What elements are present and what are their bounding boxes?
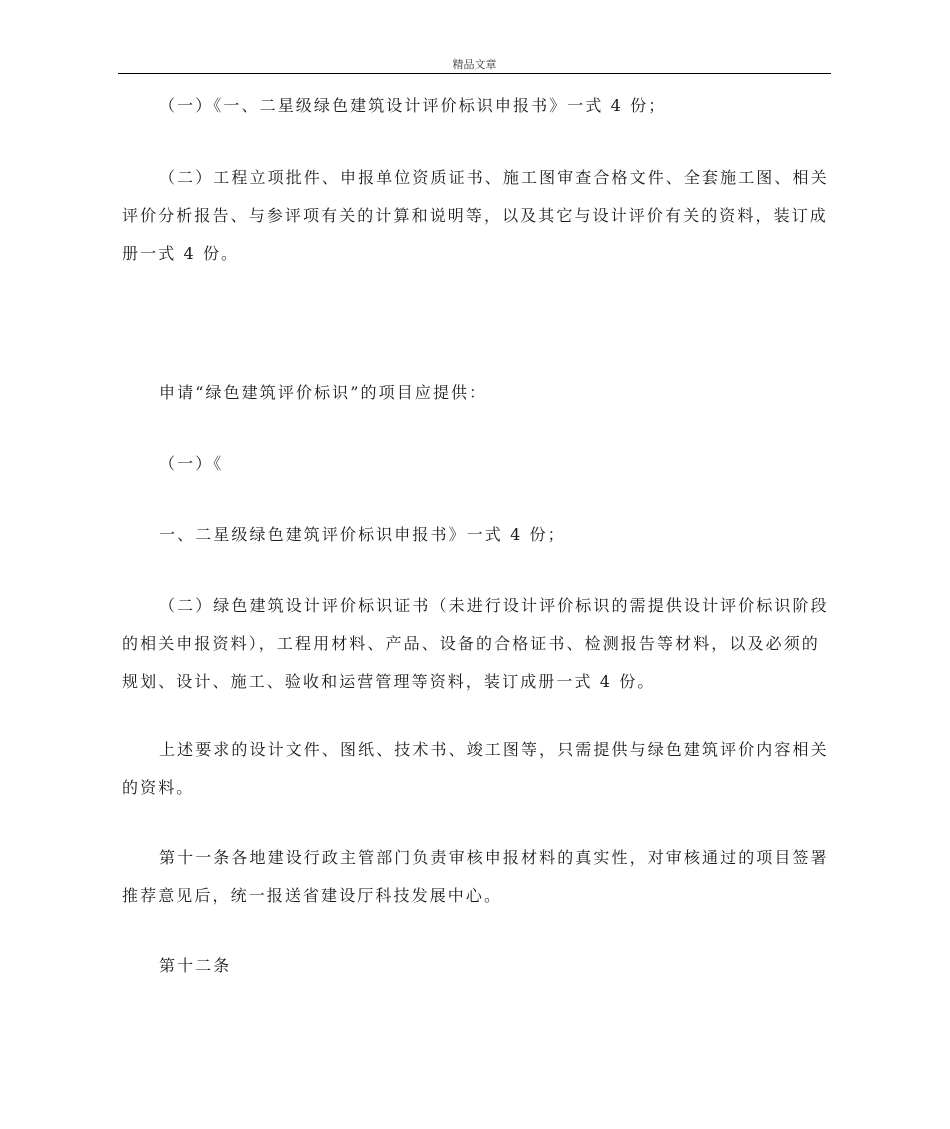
paragraph-design-application-form: （一）《一、二星级绿色建筑设计评价标识申报书》一式 4 份； (159, 96, 667, 115)
paragraph-design-supporting-documents: （二）工程立项批件、申报单位资质证书、施工图审查合格文件、全套施工图、相关评价分析报告、与参评项有关的计算和说明等，以及其它与设计评价有关的资料，装订成册一式 4 份。 (122, 168, 829, 263)
paragraph-article-eleven: 第十一条各地建设行政主管部门负责审核申报材料的真实性，对审核通过的项目签署推荐意见后，统一报送省建设厅科技发展中心。 (122, 848, 829, 905)
header-divider (118, 73, 831, 74)
paragraph-evaluation-supporting-documents: （二）绿色建筑设计评价标识证书（未进行设计评价标识的需提供设计评价标识阶段的相关申报资料），工程用材料、产品、设备的合格证书、检测报告等材料，以及必须的规划、设计、施工、验收和运营管理等资料，装订成册一式 4 份。 (122, 596, 829, 691)
paragraph-documents-scope-note: 上述要求的设计文件、图纸、技术书、竣工图等，只需提供与绿色建筑评价内容相关的资料。 (122, 740, 829, 797)
page-header: 精品文章 (452, 58, 497, 71)
paragraph-item-one-opening: （一）《 (159, 454, 224, 473)
paragraph-evaluation-application-form: 一、二星级绿色建筑评价标识申报书》一式 4 份； (159, 525, 566, 544)
paragraph-article-twelve: 第十二条 (159, 956, 232, 975)
paragraph-label-requirements-intro: 申请“绿色建筑评价标识”的项目应提供： (159, 383, 488, 402)
